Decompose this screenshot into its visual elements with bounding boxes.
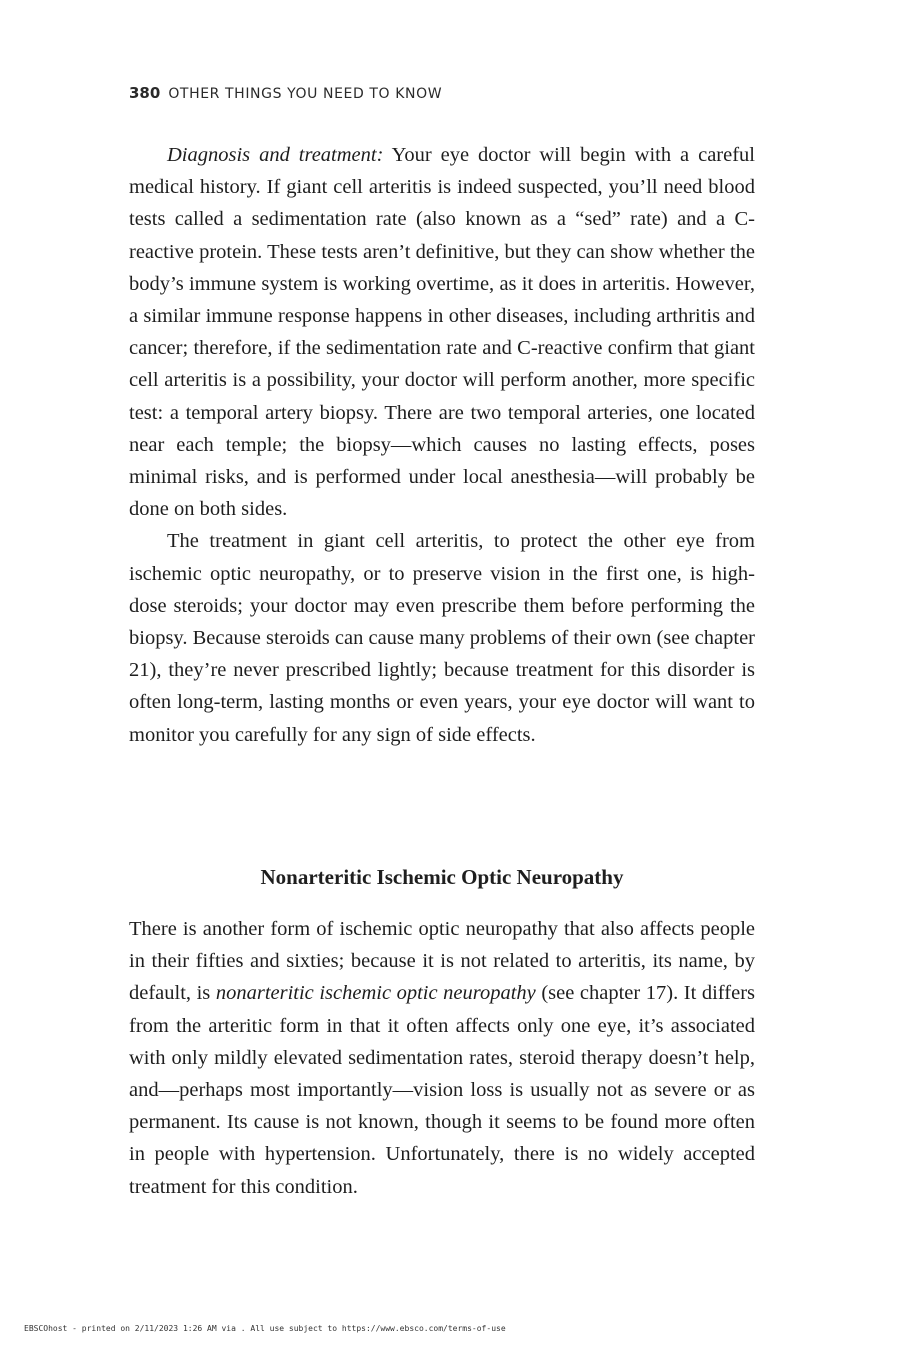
page-number: 380 [129, 84, 161, 102]
footer-notice: EBSCOhost - printed on 2/11/2023 1:26 AM via . All use subject to https://www.ebsco.com/terms-of-use [24, 1324, 506, 1333]
body-text-upper [129, 139, 755, 751]
running-head [129, 84, 442, 102]
running-title: OTHER THINGS YOU NEED TO KNOW [168, 86, 443, 102]
section-heading: Nonarteritic Ischemic Optic Neuropathy [260, 865, 624, 889]
paragraph-nonarteritic [129, 913, 755, 1203]
paragraph-diagnosis-text: Your eye doctor will begin with a careful medical history. If giant cell arteritis is indeed suspected, you’ll need blood tests called a sedimentation rate (also known as a “sed” rate) and a C-reactive protein. These tests aren’t definitive, but they can show whether the body’s immune system is working overtime, as it does in arteritis. However, a similar immune response happens in other diseases, including arthritis and cancer; therefore, if the sedimentation rate and C-reactive confirm that giant cell arteritis is a possibility, your doctor will perform another, more specific test: a temporal artery biopsy. There are two temporal arteries, one located near each temple; the biopsy—which causes no lasting effects, poses minimal risks, and is performed under local anesthesia—will probably be done on both sides. [129, 144, 755, 521]
paragraph-diagnosis [129, 139, 755, 525]
italic-term: nonarteritic ischemic optic neuropathy [215, 982, 536, 1005]
paragraph-nonarteritic-text-2: (see chapter 17). It differs from the arteritic form in that it often affects only one eye, it’s associated with only mildly elevated sedimentation rates, steroid therapy doesn’t help, and—perhaps most importantly—vision loss is usually not as severe or as permanent. Its cause is not known, though it seems to be found more often in people with hypertension. Unfortunately, there is no widely accepted treatment for this condition. [129, 982, 755, 1198]
paragraph-nonarteritic-text-1: There is another form of ischemic optic neuropathy that also affects people in their fifties and sixties; because it is not related to arteritis, its name, by default, is [129, 918, 755, 1005]
paragraph-treatment: The treatment in giant cell arteritis, to protect the other eye from ischemic optic neuropathy, or to preserve vision in the first one, is high-dose steroids; your doctor may even prescribe them before performing the biopsy. Because steroids can cause many problems of their own (see chapter 21), they’re never prescribed lightly; because treatment for this disorder is often long-term, lasting months or even years, your eye doctor will want to monitor you carefully for any sign of side effects. [129, 530, 755, 746]
paragraph-lead-in: Diagnosis and treatment: [167, 144, 384, 166]
body-text-lower [129, 913, 755, 1203]
